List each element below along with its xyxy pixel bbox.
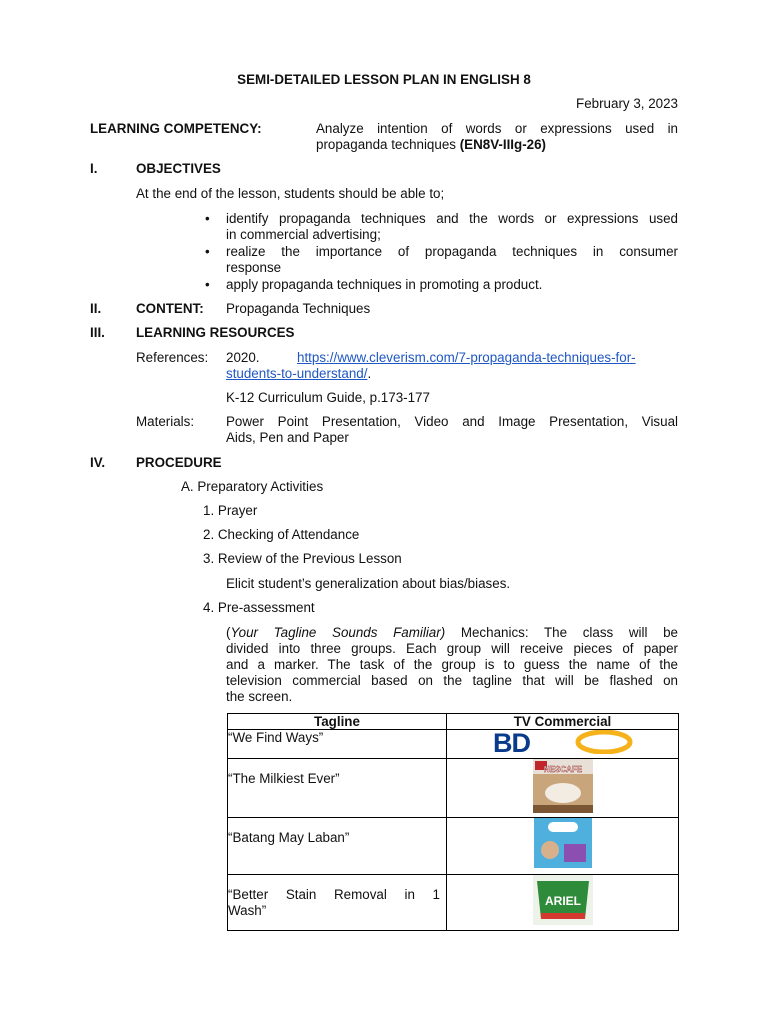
document-title: SEMI-DETAILED LESSON PLAN IN ENGLISH 8 — [237, 72, 531, 87]
section-num-2: II. — [90, 301, 102, 316]
tagline-cell: “We Find Ways” — [228, 730, 447, 759]
svg-text:NESCAFE: NESCAFE — [543, 765, 582, 774]
bdo-logo — [493, 730, 633, 754]
objective-item-1-line2: in commercial advertising; — [226, 227, 381, 242]
bullet-icon: • — [205, 211, 210, 226]
step-review: 3. Review of the Previous Lesson — [203, 551, 402, 566]
preassessment-line1: (Your Tagline Sounds Familiar) Mechanics: The class will be — [226, 625, 679, 640]
objective-item-2-line1: realize the importance of propaganda techniques in consumer — [226, 244, 678, 259]
procedure-heading: PROCEDURE — [136, 455, 222, 470]
commercial-cell — [447, 730, 679, 759]
step-prayer: 1. Prayer — [203, 503, 258, 518]
materials-line2: Aids, Pen and Paper — [226, 430, 349, 445]
tagline-cell: “Batang May Laban” — [228, 818, 447, 875]
reference-link[interactable]: https://www.cleverism.com/7-propaganda-techniques-for- — [297, 350, 636, 365]
content-text: Propaganda Techniques — [226, 301, 371, 316]
references-label: References: — [136, 350, 209, 365]
section-num-3: III. — [90, 325, 105, 340]
competency-label: LEARNING COMPETENCY: — [90, 121, 262, 136]
table-row — [228, 818, 679, 875]
section-num-1: I. — [90, 161, 98, 176]
reference-link-line2[interactable]: students-to-understand/ — [226, 366, 368, 381]
commercial-cell — [447, 759, 679, 818]
preassessment-line5: the screen. — [226, 689, 293, 704]
objectives-intro: At the end of the lesson, students should be able to; — [136, 186, 445, 201]
materials-line1: Power Point Presentation, Video and Image Presentation, Visual — [226, 414, 678, 429]
table-header-tagline: Tagline — [228, 714, 447, 730]
tagline-line2: Wash” — [228, 903, 267, 918]
objectives-heading: OBJECTIVES — [136, 161, 221, 176]
tagline-line1: “Better Stain Removal in 1 — [228, 887, 440, 902]
step-attendance: 2. Checking of Attendance — [203, 527, 360, 542]
tagline-cell — [228, 875, 447, 931]
preassessment-line3: and a marker. The task of the group is to guess the name of the — [226, 657, 678, 672]
references-year: 2020. — [226, 350, 260, 365]
table-header-commercial: TV Commercial — [447, 714, 679, 730]
tagline-cell: “The Milkiest Ever” — [228, 759, 447, 818]
table-row — [228, 730, 679, 759]
bullet-icon: • — [205, 244, 210, 259]
competency-text-line2: propaganda techniques (EN8V-IIIg-26) — [316, 137, 547, 152]
competency-code: (EN8V-IIIg-26) — [459, 137, 547, 152]
materials-label: Materials: — [136, 414, 195, 429]
preparatory-activities: A. Preparatory Activities — [181, 479, 324, 494]
preassessment-line2: divided into three groups. Each group will receive pieces of paper — [226, 641, 678, 656]
resources-heading: LEARNING RESOURCES — [136, 325, 295, 340]
activity-name: Your Tagline Sounds Familiar) — [230, 625, 446, 640]
review-text: Elicit student’s generalization about bias/biases. — [226, 576, 511, 591]
bullet-icon: • — [205, 277, 210, 292]
reference-period: . — [367, 366, 372, 381]
competency-text: Analyze intention of words or expressions used in — [316, 121, 678, 136]
section-num-4: IV. — [90, 455, 106, 470]
document-date: February 3, 2023 — [576, 96, 678, 111]
tagline-table — [227, 713, 679, 931]
ariel-product-image — [533, 875, 593, 925]
svg-text:BD: BD — [492, 730, 530, 754]
reference-link-line2-wrap — [226, 366, 371, 382]
milk-product-image — [534, 818, 592, 868]
objective-item-2-line2: response — [226, 260, 282, 275]
objective-item-3-line1: apply propaganda techniques in promoting a product. — [226, 277, 543, 292]
table-row — [228, 875, 679, 931]
svg-text:ARIEL: ARIEL — [544, 894, 581, 908]
table-header-row — [228, 714, 679, 730]
step-preassessment: 4. Pre-assessment — [203, 600, 315, 615]
objective-item-1-line1: identify propaganda techniques and the words or expressions used — [226, 211, 678, 226]
curriculum-guide: K-12 Curriculum Guide, p.173-177 — [226, 390, 430, 405]
content-heading: CONTENT: — [136, 301, 204, 316]
table-row — [228, 759, 679, 818]
commercial-cell — [447, 818, 679, 875]
commercial-cell — [447, 875, 679, 931]
nescafe-product-image — [533, 759, 593, 813]
preassessment-line4: television commercial based on the tagline that will be flashed on — [226, 673, 678, 688]
